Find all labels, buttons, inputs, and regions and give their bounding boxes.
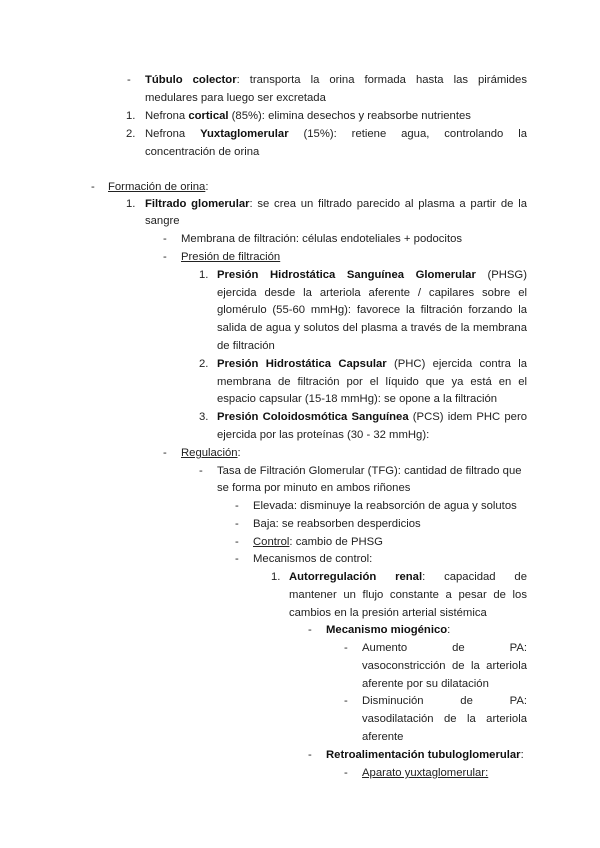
phsg-line-4: salida de agua y solutos del plasma a través de la membrana — [217, 322, 527, 334]
tfg-baja-line: Baja: se reabsorben desperdicios — [253, 518, 421, 530]
list-bullet: - — [308, 749, 312, 761]
pcs-term: Presión Coloidosmótica Sanguínea — [217, 411, 409, 423]
filtrado-line: Filtrado glomerular: se crea un filtrado parecido al plasma a partir de la — [145, 198, 527, 210]
autorreg-line-1: Autorregulación renal: capacidad de — [289, 571, 527, 583]
aumento-line-1: Aumento de PA: — [362, 642, 527, 654]
phc-line-2: membrana de filtración por el líquido que ya está en el — [217, 376, 527, 388]
list-bullet: - — [163, 233, 167, 245]
nefrona-cortical-line: Nefrona cortical (85%): elimina desechos y reabsorbe nutrientes — [145, 110, 471, 122]
list-bullet: - — [344, 695, 348, 707]
disminucion-line-3: aferente — [362, 731, 404, 743]
phsg-term: Presión Hidrostática Sanguínea Glomerular — [217, 269, 476, 281]
tfg-line-2: se forma por minuto en ambos riñones — [217, 482, 411, 494]
tubulo-colector-line: Túbulo colector: transporta la orina formada hasta las pirámides — [145, 74, 527, 86]
tfg-elevada-line: Elevada: disminuye la reabsorción de agua y solutos — [253, 500, 517, 512]
phsg-line-3: glomérulo (55-60 mmHg): favorece la filtración forzando la — [217, 304, 527, 316]
list-bullet: - — [235, 500, 239, 512]
membrana-line: Membrana de filtración: células endoteliales + podocitos — [181, 233, 463, 245]
nefrona-cortical-term: cortical — [188, 110, 229, 122]
list-bullet: - — [308, 624, 312, 636]
aumento-line-2: vasoconstricción de la arteriola — [362, 660, 527, 672]
autorreg-line-3: cambios en la presión arterial sistémica — [289, 607, 487, 619]
list-number: 2. — [199, 358, 209, 370]
tubulo-colector-term: Túbulo colector — [145, 74, 237, 86]
phsg-line-5: de filtración — [217, 340, 275, 352]
list-bullet: - — [235, 536, 239, 548]
list-number: 3. — [199, 411, 209, 423]
filtrado-term: Filtrado glomerular — [145, 198, 250, 210]
pcs-line-1: Presión Coloidosmótica Sanguínea (PCS) idem PHC pero — [217, 411, 527, 423]
phsg-line-2: ejercida desde la arteriola aferente / capilares sobre el — [217, 287, 527, 299]
disminucion-line-2: vasodilatación de la arteriola — [362, 713, 527, 725]
list-number: 2. — [126, 128, 136, 140]
list-bullet: - — [127, 74, 131, 86]
tubulo-colector-line-2: medulares para luego ser excretada — [145, 92, 326, 104]
phc-line-3: espacio capsular (15-18 mmHg): se opone a la filtración — [217, 393, 498, 405]
pcs-line-2: ejercida por las proteínas (30 - 32 mmHg): — [217, 429, 430, 441]
list-bullet: - — [163, 447, 167, 459]
phc-line-1: Presión Hidrostática Capsular (PHC) ejercida contra la — [217, 358, 527, 370]
list-number: 1. — [126, 198, 136, 210]
presion-heading: Presión de filtración — [181, 251, 281, 263]
tfg-line-1: Tasa de Filtración Glomerular (TFG): cantidad de filtrado que — [217, 465, 522, 477]
nefrona-yuxta-line: Nefrona Yuxtaglomerular (15%): retiene agua, controlando la — [145, 128, 527, 140]
retro-heading: Retroalimentación tubuloglomerular: — [326, 749, 524, 761]
aparato-line: Aparato yuxtaglomerular: — [362, 767, 489, 779]
miogenico-heading: Mecanismo miogénico: — [326, 624, 451, 636]
list-bullet: - — [344, 642, 348, 654]
mecanismos-line: Mecanismos de control: — [253, 553, 373, 565]
list-number: 1. — [126, 110, 136, 122]
phc-term: Presión Hidrostática Capsular — [217, 358, 387, 370]
list-bullet: - — [199, 465, 203, 477]
list-number: 1. — [271, 571, 281, 583]
autorreg-line-2: mantener un flujo constante a pesar de los — [289, 589, 527, 601]
list-number: 1. — [199, 269, 209, 281]
list-bullet: - — [344, 767, 348, 779]
formacion-heading: Formación de orina: — [108, 181, 209, 193]
autorreg-term: Autorregulación renal — [289, 571, 423, 583]
disminucion-line-1: Disminución de PA: — [362, 695, 527, 707]
control-line: Control: cambio de PHSG — [253, 536, 383, 548]
nefrona-yuxta-line-2: concentración de orina — [145, 146, 260, 158]
list-bullet: - — [235, 553, 239, 565]
list-bullet: - — [91, 181, 95, 193]
aumento-line-3: aferente por su dilatación — [362, 678, 489, 690]
nefrona-yuxta-term: Yuxtaglomerular — [200, 128, 289, 140]
filtrado-line-2: sangre — [145, 215, 180, 227]
list-bullet: - — [235, 518, 239, 530]
list-bullet: - — [163, 251, 167, 263]
phsg-line-1: Presión Hidrostática Sanguínea Glomerular (PHSG) — [217, 269, 527, 281]
regulacion-heading: Regulación: — [181, 447, 241, 459]
